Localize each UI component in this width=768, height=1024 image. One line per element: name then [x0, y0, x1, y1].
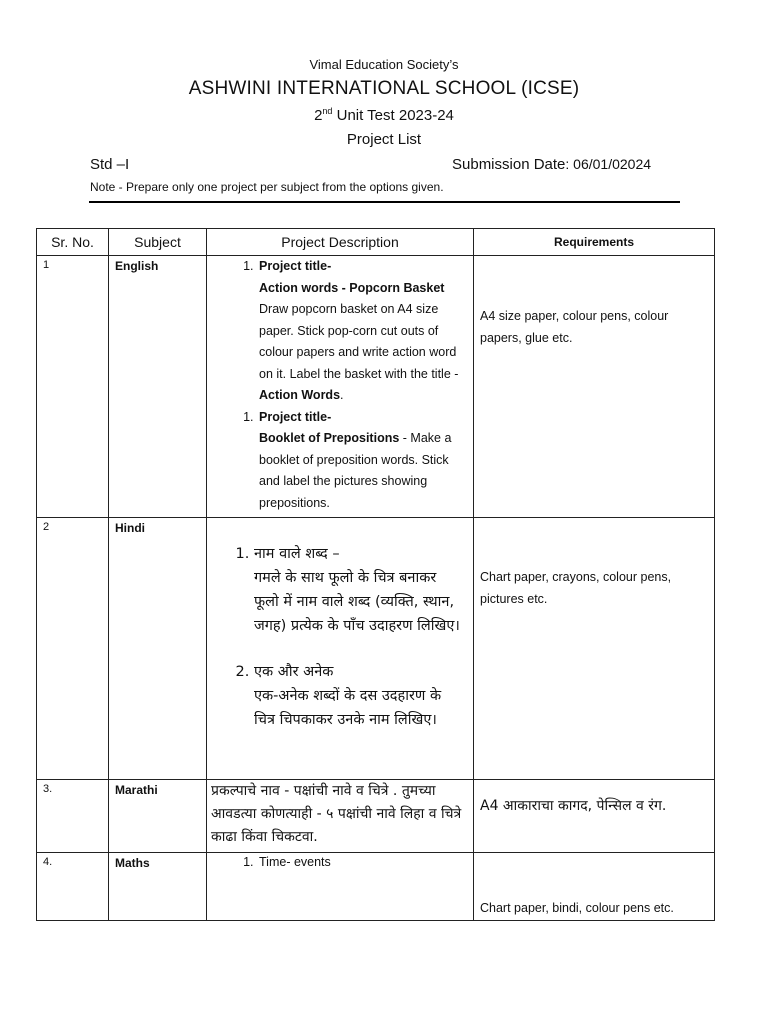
requirements-cell [474, 256, 715, 518]
note: Note - Prepare only one project per subject from the options given. [90, 180, 444, 194]
project-title: नाम वाले शब्द – [254, 546, 340, 562]
header-description: Project Description [207, 229, 474, 256]
header-sr-no: Sr. No. [37, 229, 109, 256]
table-row-marathi [37, 780, 715, 853]
english-project-1 [257, 256, 465, 407]
description-cell [207, 256, 474, 518]
project-text: Draw popcorn basket on A4 size paper. Stick pop-corn cut outs of colour papers and write action word on it. Label the basket with the title - [259, 302, 459, 381]
project-list-heading: Project List [346, 131, 422, 148]
project-end: . [340, 388, 344, 402]
submission-date [452, 156, 651, 173]
std-label: Std –I [90, 156, 130, 173]
test-ordinal: 2 [314, 107, 323, 124]
requirements-text: Chart paper, bindi, colour pens etc. [480, 901, 674, 915]
subject-cell: Hindi [109, 518, 207, 780]
hindi-project-2 [254, 660, 465, 732]
table-row-maths [37, 853, 715, 921]
table-row-english [37, 256, 715, 518]
requirements-cell [474, 518, 715, 780]
sr-cell: 2 [37, 518, 109, 780]
subject-cell: Marathi [109, 780, 207, 853]
project-text: - Make a booklet of preposition words. Stick and label the pictures showing prepositions. [259, 431, 452, 510]
sr-cell: 1 [37, 256, 109, 518]
description-cell: प्रकल्पाचे नाव - पक्षांची नावे व चित्रे . तुमच्या आवडत्या कोणत्याही - ५ पक्षांची नावे लिहा व चित्रे काढा किंवा चिकटवा. [207, 780, 474, 853]
maths-project-list [207, 853, 465, 871]
submission-label: Submission Date [452, 156, 566, 173]
requirements-text: Chart paper, crayons, colour pens, pictures etc. [480, 570, 672, 606]
table-row-hindi [37, 518, 715, 780]
project-table [36, 228, 715, 921]
society-name: Vimal Education Society’s [309, 57, 459, 72]
header-subject: Subject [109, 229, 207, 256]
requirements-text: A4 आकाराचा कागद, पेन्सिल व रंग. [480, 798, 667, 814]
project-text: एक-अनेक शब्दों के दस उदहारण के चित्र चिपकाकर उनके नाम लिखिए। [254, 688, 442, 728]
project-title: एक और अनेक [254, 664, 334, 680]
project-name: Booklet of Prepositions [259, 431, 400, 445]
sr-cell: 3. [37, 780, 109, 853]
english-project-list [207, 256, 465, 407]
subject-cell: Maths [109, 853, 207, 921]
requirements-text: A4 size paper, colour pens, colour papers, glue etc. [480, 309, 669, 345]
school-name: ASHWINI INTERNATIONAL SCHOOL (ICSE) [188, 78, 580, 99]
project-title-label: Project title- [259, 259, 332, 273]
hindi-project-list [207, 542, 465, 732]
english-project-list-2 [207, 407, 465, 515]
maths-project-1: 1. Time- events [257, 853, 465, 871]
hindi-project-1 [254, 542, 465, 638]
test-rest: Unit Test 2023-24 [332, 107, 454, 124]
header-requirements: Requirements [474, 229, 715, 256]
project-title-label: Project title- [259, 409, 332, 424]
project-name: Action words - Popcorn Basket [259, 280, 445, 295]
test-title [0, 106, 768, 124]
description-cell [207, 853, 474, 921]
english-project-2 [257, 407, 465, 515]
project-text: गमले के साथ फूलो के चित्र बनाकर फूलो में नाम वाले शब्द (व्यक्ति, स्थान, जगह) प्रत्येक के पाँच उदाहरण लिखिए। [254, 570, 460, 634]
sr-cell: 4. [37, 853, 109, 921]
requirements-cell [474, 853, 715, 921]
table-header-row [37, 229, 715, 256]
project-bold-end: Action Words [259, 388, 341, 402]
description-cell [207, 518, 474, 780]
test-suffix: nd [322, 106, 333, 116]
requirements-cell [474, 780, 715, 853]
submission-value: : 06/01/02024 [565, 156, 652, 172]
subject-cell: English [109, 256, 207, 518]
header-divider [89, 201, 680, 203]
